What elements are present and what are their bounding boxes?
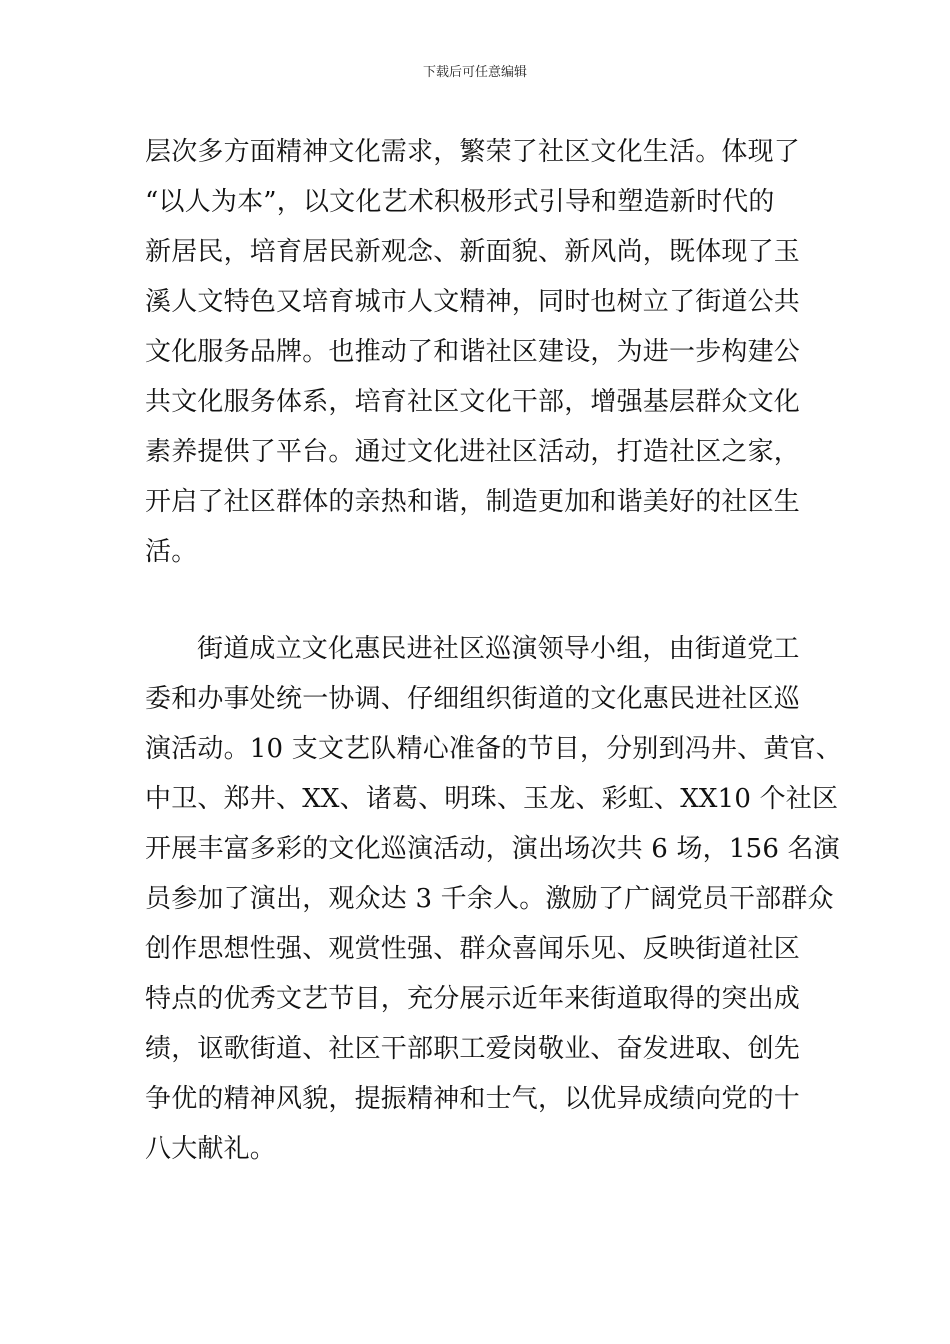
text-line: 街道成立文化惠民进社区巡演领导小组，由街道党工	[197, 634, 800, 664]
page-header: 下载后可任意编辑	[422, 65, 527, 80]
text-line: 开启了社区群体的亲热和谐，制造更加和谐美好的社区生	[145, 487, 801, 517]
text-line: 绩，讴歌街道、社区干部职工爱岗敬业、奋发进取、创先	[145, 1034, 801, 1064]
text-line: 争优的精神风貌，提振精神和士气，以优异成绩向党的十	[145, 1084, 801, 1114]
paragraph-2	[145, 624, 842, 1174]
text-line: 演活动。10 支文艺队精心准备的节目，分别到冯井、黄官、	[145, 734, 842, 764]
paragraph-1	[145, 127, 835, 577]
text-line: 共文化服务体系，培育社区文化干部，增强基层群众文化	[145, 387, 801, 417]
text-line: 特点的优秀文艺节目，充分展示近年来街道取得的突出成	[145, 984, 801, 1014]
text-line: 层次多方面精神文化需求，繁荣了社区文化生活。体现了	[145, 137, 801, 167]
text-line: “以人为本”，以文化艺术积极形式引导和塑造新时代的	[145, 187, 775, 217]
text-line: 溪人文特色又培育城市人文精神，同时也树立了街道公共	[145, 287, 801, 317]
text-line: 委和办事处统一协调、仔细组织街道的文化惠民进社区巡	[145, 684, 801, 714]
text-line: 员参加了演出，观众达 3 千余人。激励了广阔党员干部群众	[145, 884, 834, 914]
text-line: 素养提供了平台。通过文化进社区活动，打造社区之家，	[145, 437, 801, 467]
text-line: 开展丰富多彩的文化巡演活动，演出场次共 6 场，156 名演	[145, 834, 840, 864]
text-line: 活。	[145, 537, 198, 567]
text-line: 创作思想性强、观赏性强、群众喜闻乐见、反映街道社区	[145, 934, 801, 964]
text-line: 新居民，培育居民新观念、新面貌、新风尚，既体现了玉	[145, 237, 801, 267]
text-line: 中卫、郑井、XX、诸葛、明珠、玉龙、彩虹、XX10 个社区	[145, 784, 839, 814]
text-line: 文化服务品牌。也推动了和谐社区建设，为进一步构建公	[145, 337, 801, 367]
text-line: 八大献礼。	[145, 1134, 277, 1164]
